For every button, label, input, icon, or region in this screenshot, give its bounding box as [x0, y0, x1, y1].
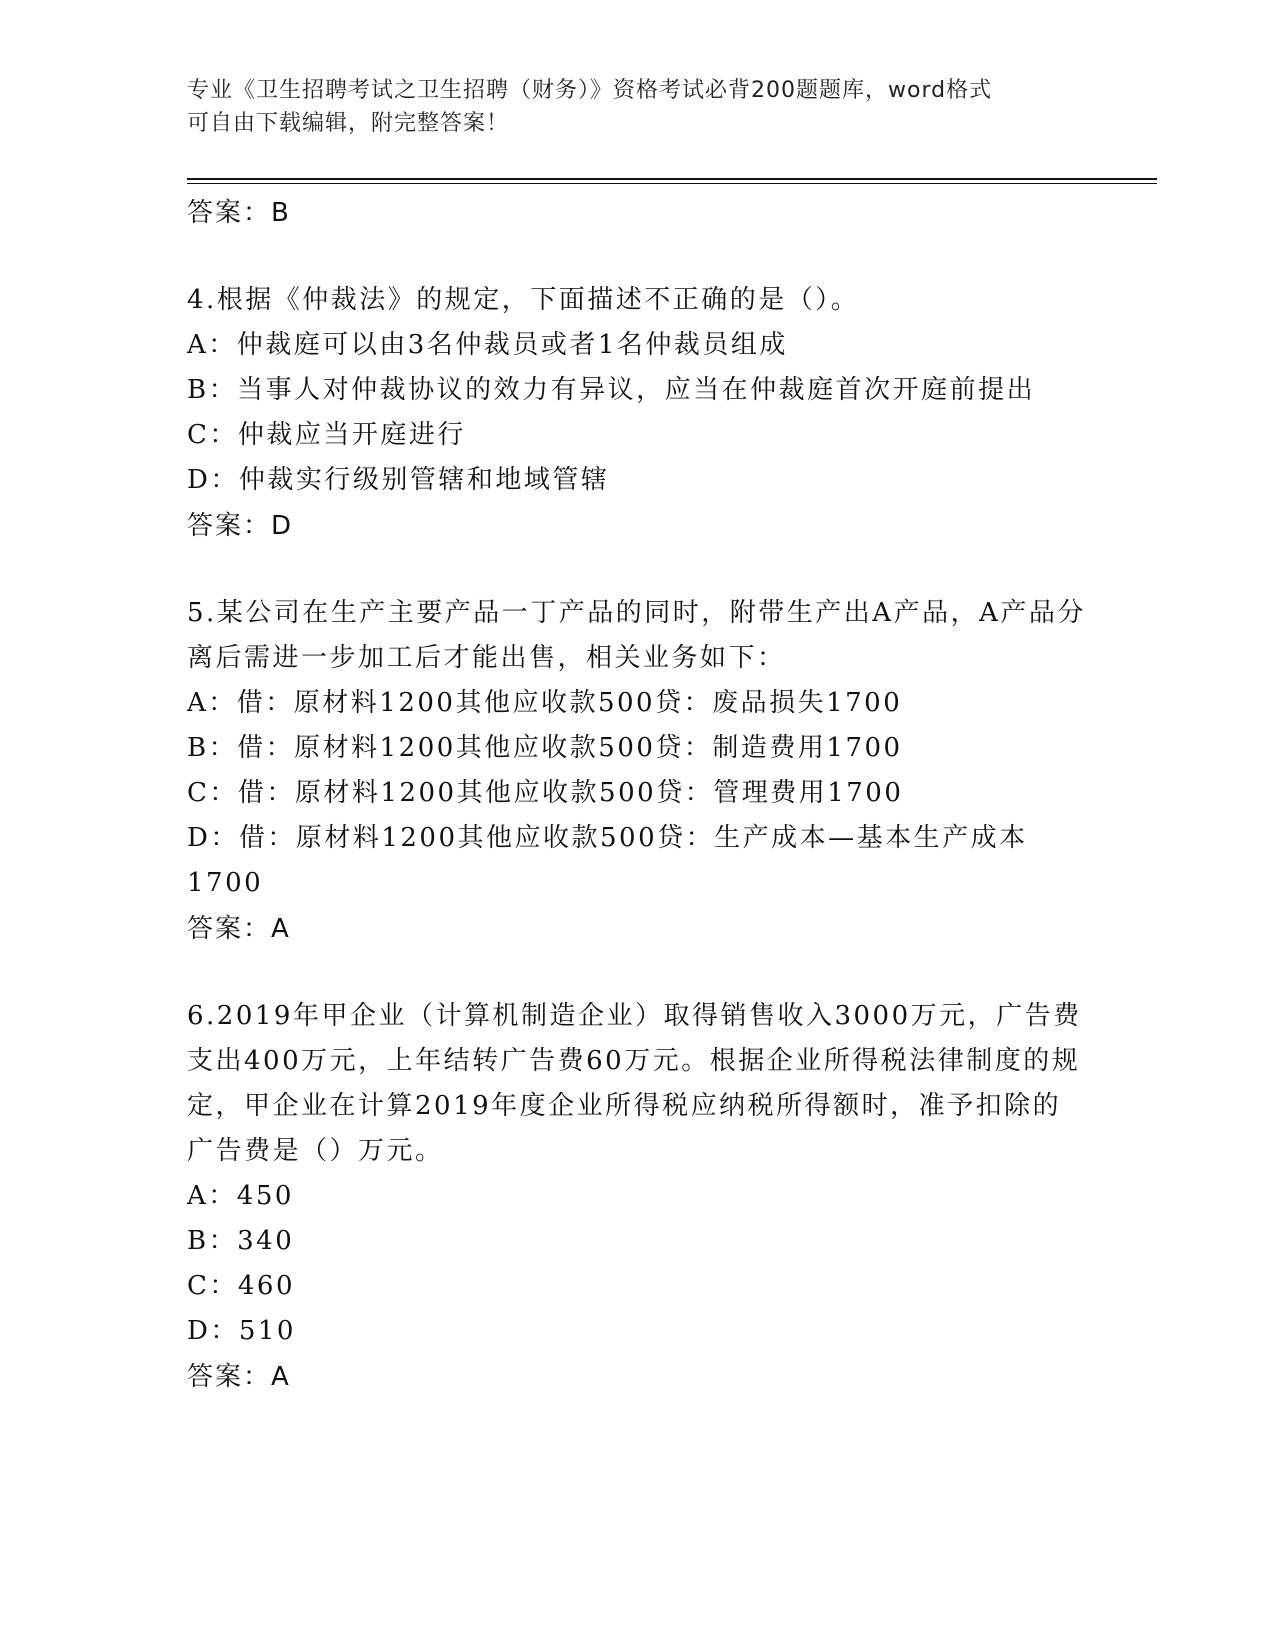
question-text: 6.2019年甲企业（计算机制造企业）取得销售收入3000万元，广告费支出400万元，上年结转广告费60万元。根据企业所得税法律制度的规定，甲企业在计算2019年度企业所得税应纳税所得额时，准予扣除的广告费是（）万元。	[187, 1001, 1082, 1166]
question-answer: 答案：D	[187, 511, 294, 541]
document-header	[187, 74, 1067, 140]
option-a: A：仲裁庭可以由3名仲裁员或者1名仲裁员组成	[187, 330, 788, 360]
option-b: B：借：原材料1200其他应收款500贷：制造费用1700	[187, 733, 903, 763]
option-b: B：当事人对仲裁协议的效力有异议，应当在仲裁庭首次开庭前提出	[187, 375, 1036, 405]
question-4	[187, 278, 1087, 549]
option-a: A：借：原材料1200其他应收款500贷：废品损失1700	[187, 688, 903, 718]
header-title-line-1: 专业《卫生招聘考试之卫生招聘（财务）》资格考试必背200题题库，word格式	[187, 78, 993, 103]
option-c: C：借：原材料1200其他应收款500贷：管理费用1700	[187, 778, 904, 808]
question-answer: 答案：A	[187, 1362, 291, 1392]
question-6	[187, 994, 1087, 1400]
header-divider-thin	[187, 183, 1157, 184]
header-divider-thick	[187, 178, 1157, 180]
question-text: 5.某公司在生产主要产品一丁产品的同时，附带生产出A产品，A产品分离后需进一步加工后才能出售，相关业务如下：	[187, 598, 1086, 673]
document-content	[187, 190, 1087, 1400]
option-d: D：仲裁实行级别管辖和地域管辖	[187, 465, 610, 495]
previous-question-answer: 答案：B	[187, 198, 291, 228]
option-d: D：借：原材料1200其他应收款500贷：生产成本—基本生产成本1700	[187, 823, 1028, 898]
header-title-line-2: 可自由下载编辑，附完整答案！	[187, 111, 510, 136]
option-d: D：510	[187, 1316, 296, 1346]
question-text: 4.根据《仲裁法》的规定，下面描述不正确的是（）。	[187, 285, 860, 315]
option-c: C：仲裁应当开庭进行	[187, 420, 466, 450]
question-answer: 答案：A	[187, 914, 291, 944]
option-b: B：340	[187, 1226, 295, 1256]
option-c: C：460	[187, 1271, 296, 1301]
question-5	[187, 591, 1087, 952]
option-a: A：450	[187, 1181, 294, 1211]
